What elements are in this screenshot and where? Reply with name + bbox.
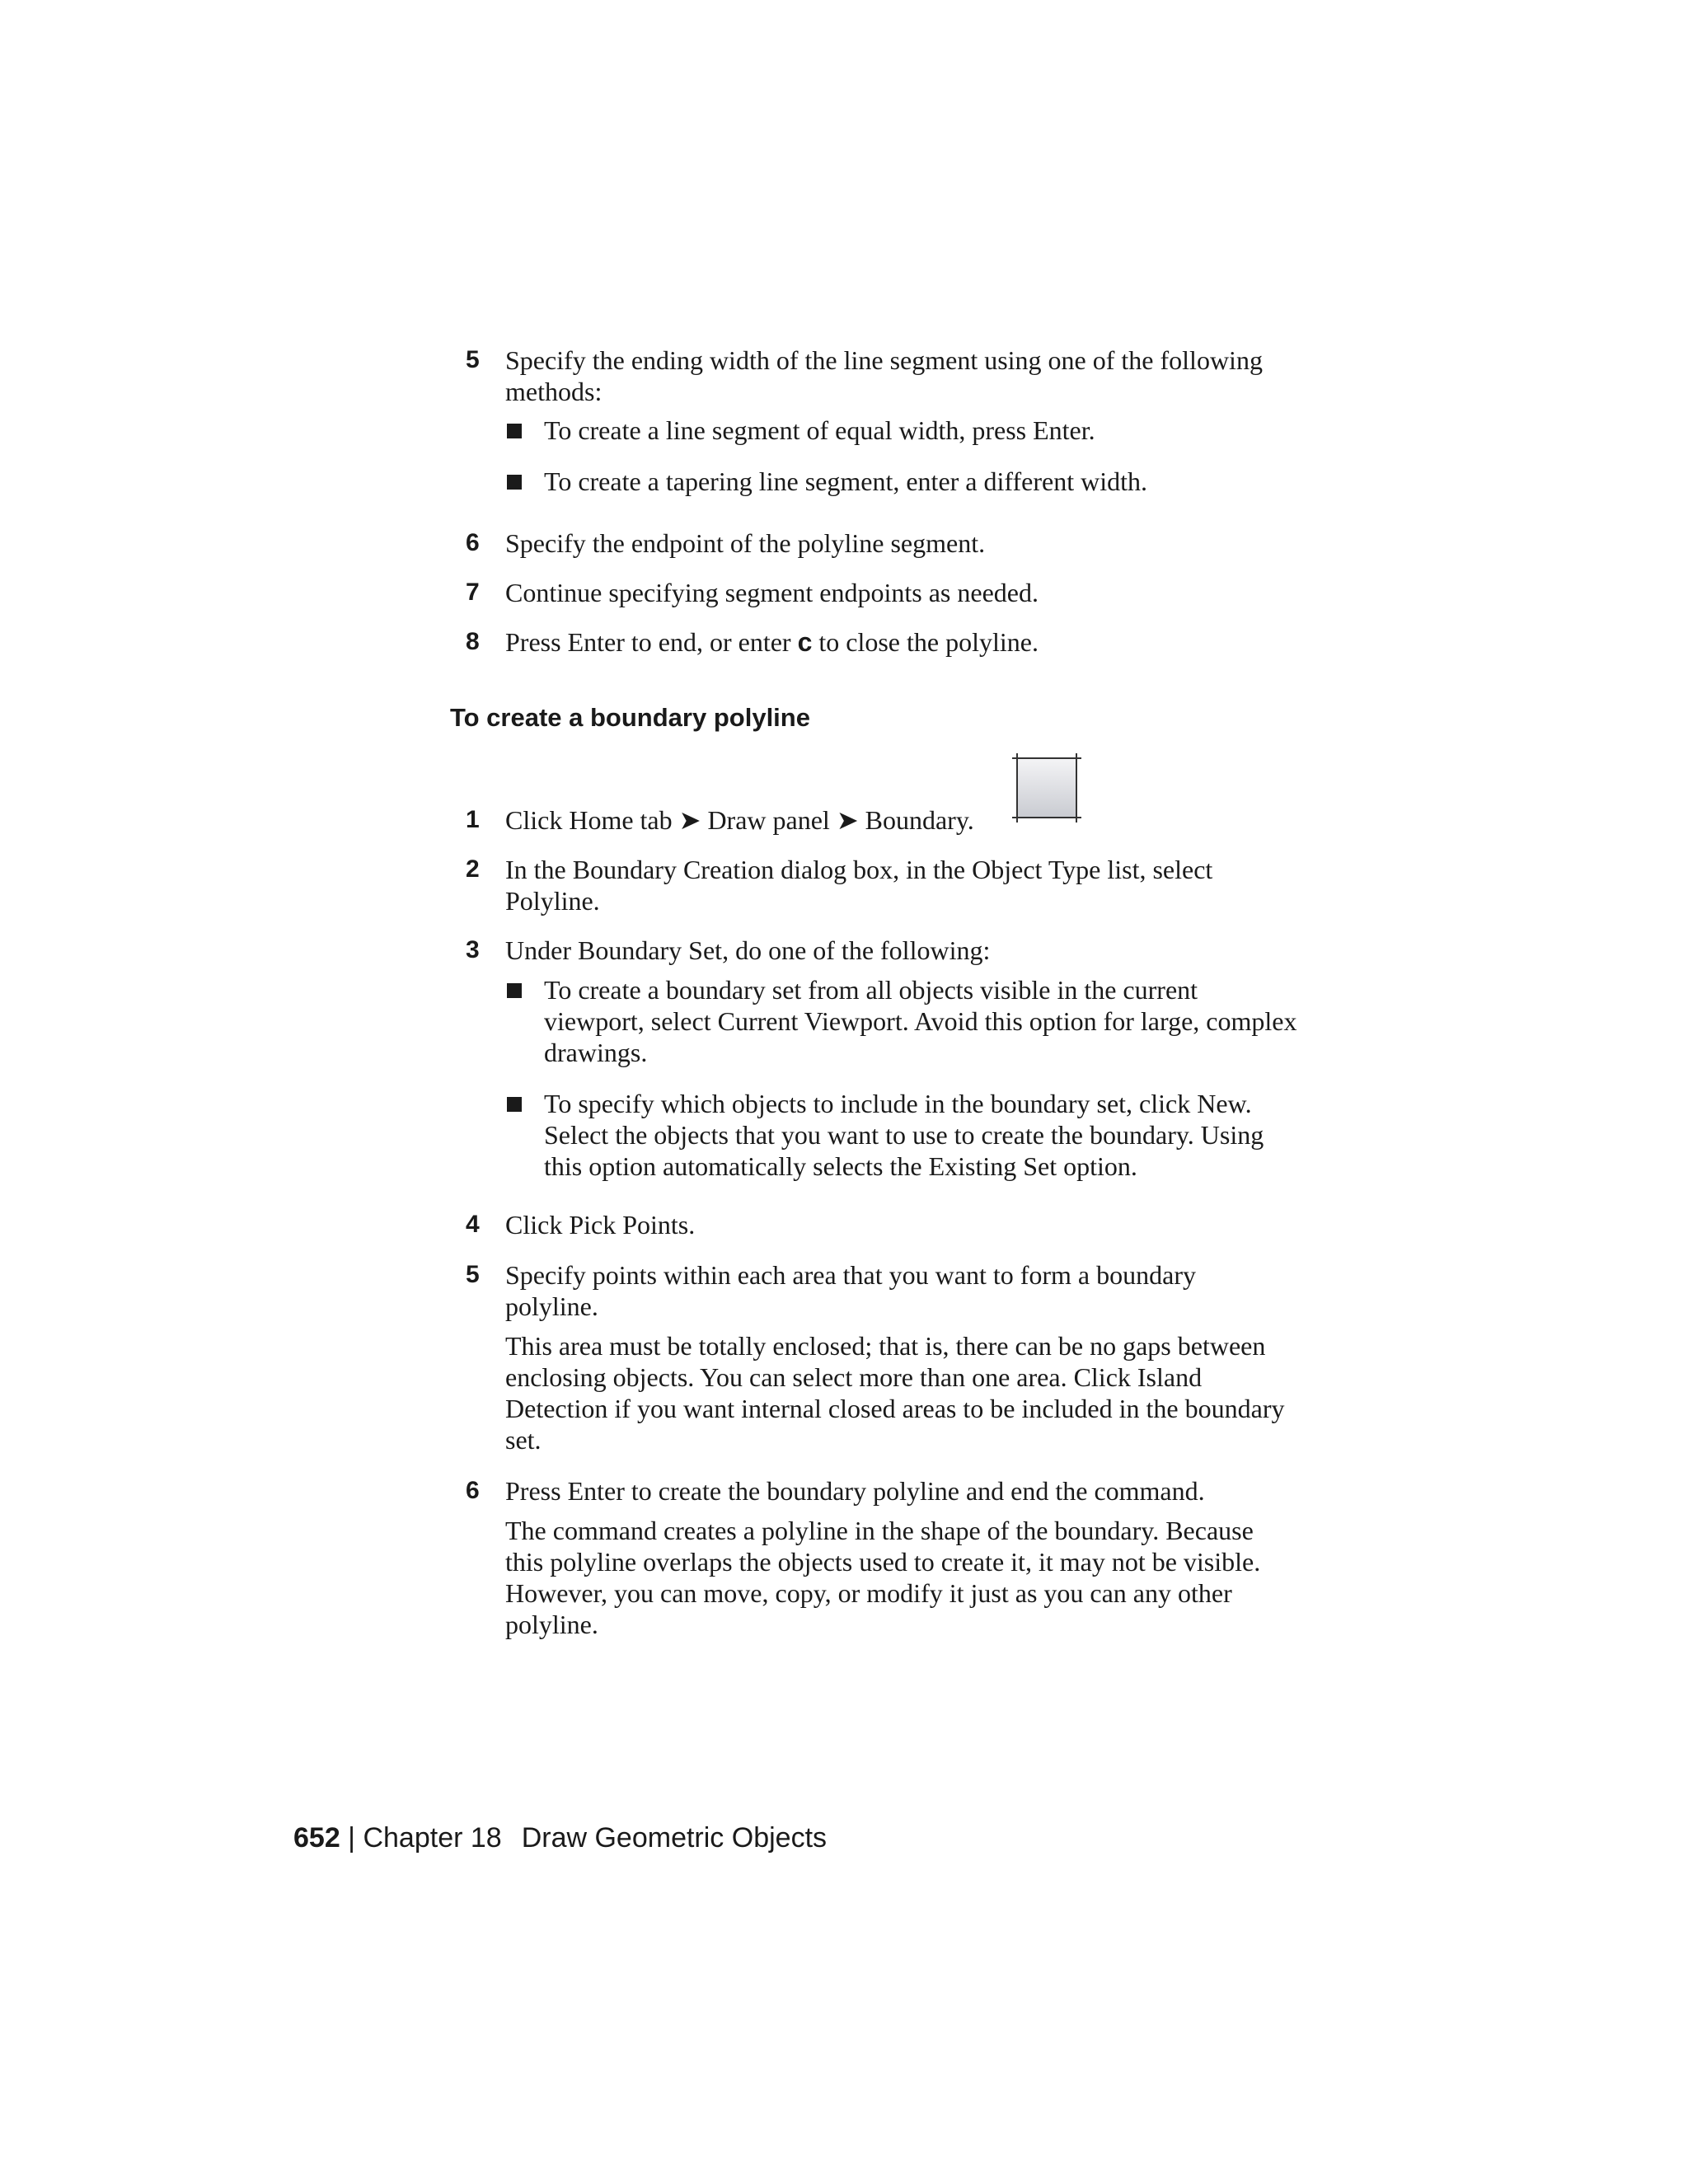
step-text: Specify the endpoint of the polyline segment.: [505, 528, 986, 558]
step-text: Under Boundary Set, do one of the following:: [505, 935, 991, 965]
step-text: Continue specifying segment endpoints as needed.: [505, 578, 1039, 607]
step-text: Press Enter to end, or enter c to close the polyline.: [505, 627, 1039, 657]
bullet-square-icon: [507, 424, 522, 438]
bullet-square-icon: [507, 983, 522, 998]
step-text: Specify the ending width of the line segment using one of the following methods:: [505, 345, 1263, 406]
step-number: 7: [466, 579, 480, 606]
list-item: [466, 1475, 1348, 1640]
section-heading: To create a boundary polyline: [450, 703, 810, 732]
step-text: Click Pick Points.: [505, 1210, 696, 1240]
step-note: This area must be totally enclosed; that is, there can be no gaps between enclosing objects. You can select more than one area. Click Island Detection if you want internal closed areas to be included in the boundary set.: [505, 1331, 1285, 1455]
boundary-tool-icon: [1010, 752, 1083, 824]
list-item: [466, 577, 1348, 608]
list-item: [466, 1259, 1348, 1455]
list-item: [466, 1209, 1348, 1240]
chapter-title: Draw Geometric Objects: [521, 1822, 828, 1854]
list-item: [466, 344, 1348, 407]
step-text: Press Enter to create the boundary polyline and end the command.: [505, 1476, 1205, 1506]
step-text: In the Boundary Creation dialog box, in the Object Type list, select Polyline.: [505, 855, 1213, 916]
page-number: 652: [293, 1822, 340, 1854]
step-number: 5: [466, 1261, 480, 1288]
bullet-square-icon: [507, 475, 522, 490]
list-item: [466, 804, 1348, 836]
list-item: [466, 626, 1348, 658]
step-number: 2: [466, 855, 480, 883]
bullet-item: To create a boundary set from all objects visible in the current viewport, select Current Viewport. Avoid this option for large, complex drawings.: [504, 974, 1353, 1068]
bullet-item: To create a line segment of equal width, press Enter.: [504, 415, 1353, 446]
step-text: Specify points within each area that you want to form a boundary polyline.: [505, 1260, 1196, 1321]
command-key: c: [797, 627, 813, 657]
bullet-item: To specify which objects to include in the boundary set, click New. Select the objects that you want to use to create the boundary. Using this option automatically selects the Existing Set option.: [504, 1088, 1353, 1182]
chapter-label: Chapter 18: [363, 1822, 502, 1854]
list-item: [466, 527, 1348, 559]
step-text: Click Home tab ➤ Draw panel ➤ Boundary.: [505, 805, 974, 835]
page-footer: [293, 1821, 827, 1854]
list-item: [466, 854, 1348, 916]
step-number: 3: [466, 936, 480, 963]
bullet-item: To create a tapering line segment, enter a different width.: [504, 466, 1353, 497]
footer-separator: |: [340, 1822, 363, 1854]
step-number: 6: [466, 529, 480, 556]
step-number: 1: [466, 806, 480, 833]
step-number: 6: [466, 1477, 480, 1504]
step-number: 5: [466, 346, 480, 373]
step-number: 4: [466, 1211, 480, 1238]
list-item: [466, 935, 1348, 966]
step-number: 8: [466, 628, 480, 655]
bullet-square-icon: [507, 1097, 522, 1112]
step-note: The command creates a polyline in the shape of the boundary. Because this polyline overlaps the objects used to create it, it may not be visible. However, you can move, copy, or modify it just as you can any other polyline.: [505, 1516, 1261, 1639]
